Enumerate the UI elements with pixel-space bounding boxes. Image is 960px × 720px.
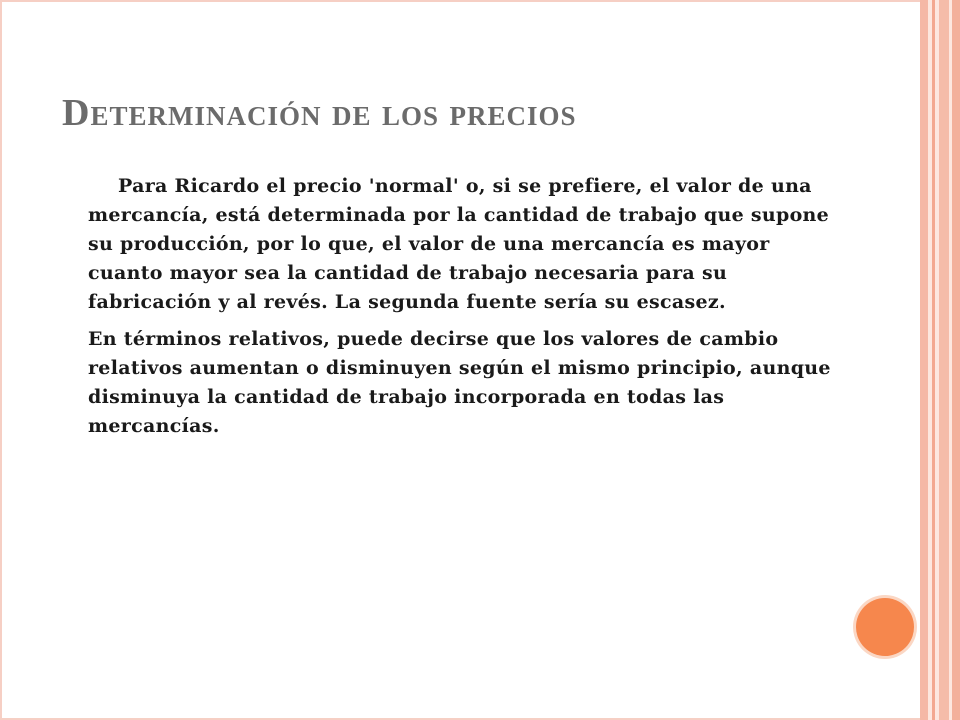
- decorative-circle: [856, 598, 914, 656]
- slide-title: Determinación de los precios: [62, 92, 577, 134]
- body-paragraph: En términos relativos, puede decirse que los valores de cambio relativos aumentan o disminuyen según el mismo principio, aunque disminuya la cantidad de trabajo incorporada en todas las mercancías.: [88, 328, 831, 437]
- slide-border-left: [0, 0, 2, 720]
- body-paragraph: Para Ricardo el precio 'normal' o, si se prefiere, el valor de una mercancía, está determinada por la cantidad de trabajo que supone su producción, por lo que, el valor de una mercancía es mayor cuanto mayor sea la cantidad de trabajo necesaria para su fabricación y al revés. La segunda fuente sería su escasez.: [88, 175, 830, 313]
- slide-border-top: [0, 0, 920, 2]
- slide-body: [88, 172, 848, 441]
- decorative-stripes: [920, 0, 960, 720]
